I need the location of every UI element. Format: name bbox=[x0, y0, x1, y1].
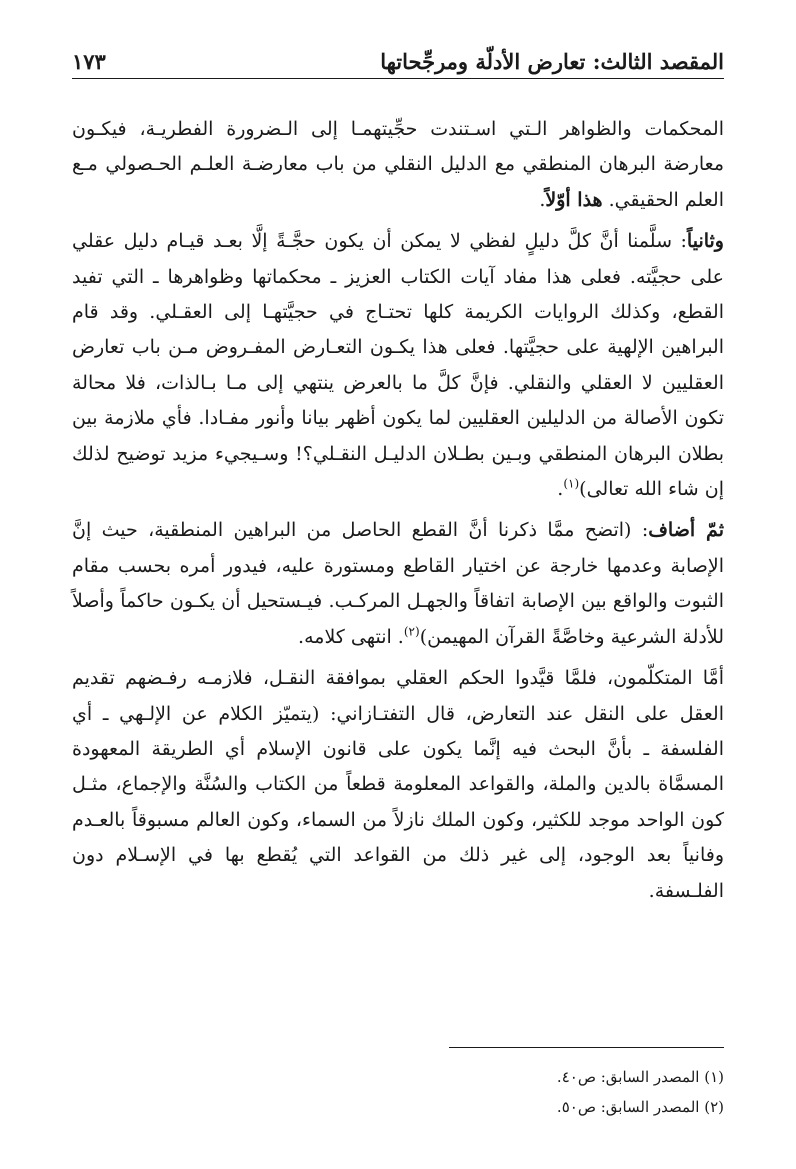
emphasis-text: وثانياً bbox=[686, 230, 724, 253]
footnote-item: (١) المصدر السابق: ص٤٠. bbox=[556, 1068, 724, 1086]
page-number: ١٧٣ bbox=[72, 49, 106, 74]
paragraph-text: أمَّا المتكلّمون، فلمَّا قيَّدوا الحكم العقلي بموافقة النقـل، فلازمـه رفـضهم تقديم العقل على النقل عند التعارض، قال التفتـازاني: (يتميّز الكلام عن الإلـهي ـ أي الفلسفة ـ بأنَّ البحث فيه إنَّما يكون على قانون الإسلام أي الطريقة المعهودة المسمَّاة بالدين والملة، والقواعد المعلومة قطعاً من الكتاب والسُنَّة والإجماع، مثـل كون الواحد موجد للكثير، وكون الملك نازلاً من السماء، وكون العالم مسبوقاً بالعـدم وفانياً بعد الوجود، إلى غير ذلك من القواعد التي يُقطع بها في الإسـلام دون الفلـسفة. bbox=[72, 667, 724, 902]
footnote-marker: (٢) bbox=[403, 624, 420, 639]
footnote-rule bbox=[449, 1047, 724, 1048]
paragraph-text: . انتهى كلامه. bbox=[298, 625, 404, 648]
emphasis-text: هذا أوّلاً bbox=[545, 188, 603, 211]
paragraph-text: : (اتضح ممَّا ذكرنا أنَّ القطع الحاصل من البراهين المنطقية، حيث إنَّ الإصابة وعدمها خارجة عن اختيار القاطع ومستورة عليه، فيدور أمره بحسب مقام الثبوت والواقع بين الإصابة اتفاقاً والجهـل المركـب. فيـستحيل أن يكـون حاكماً وأصلاً للأدلة الشرعية وخاصَّةً القرآن المهيمن) bbox=[72, 519, 724, 648]
footnote-item: (٢) المصدر السابق: ص٥٠. bbox=[556, 1098, 724, 1116]
footnote-marker: (١) bbox=[563, 476, 580, 491]
paragraph-text: . bbox=[539, 188, 546, 211]
paragraph bbox=[72, 513, 724, 655]
running-title: المقصد الثالث: تعارض الأدلّة ومرجِّحاتها bbox=[380, 49, 724, 74]
header-rule bbox=[72, 78, 724, 79]
footnotes bbox=[72, 1062, 724, 1122]
paragraph bbox=[72, 112, 724, 218]
paragraph bbox=[72, 224, 724, 507]
emphasis-text: ثمّ أضاف bbox=[648, 519, 724, 542]
paragraph-text: المحكمات والظواهر الـتي اسـتندت حجِّيتهمـا إلى الـضرورة الفطريـة، فيكـون معارضة البرهان المنطقي مع الدليل النقلي من باب معارضـة العلـم الحـصولي مـع العلم الحقيقي. bbox=[72, 118, 724, 211]
body-text bbox=[72, 112, 724, 915]
paragraph-text: : سلَّمنا أنَّ كلَّ دليلٍ لفظي لا يمكن أن يكون حجَّـةً إلَّا بعـد قيـام دليل عقلي على حجيَّته. فعلى هذا مفاد آيات الكتاب العزيز ـ محكماتها وظواهرها ـ التي تفيد القطع، وكذلك الروايات الكريمة كلها تحتـاج في حجيَّتهـا إلى العقـلي. وقد قام البراهين الإلهية على حجيَّتها. فعلى هذا يكـون التعـارض المفـروض مـن باب تعارض العقليين لا العقلي والنقلي. فإنَّ كلَّ ما بالعرض ينتهي إلى مـا بـالذات، فلا محالة تكون الأصالة من الدليلين العقليين لما يكون أظهر بيانا وأنور مفـادا. فأي ملازمة بين بطلان البرهان المنطقي وبـين بطـلان الدليـل النقـلي؟! وسـيجيء مزيد توضيح لذلك إن شاء الله تعالى) bbox=[72, 230, 724, 501]
paragraph bbox=[72, 661, 724, 909]
page-header bbox=[72, 34, 724, 74]
paragraph-text: . bbox=[557, 478, 564, 501]
